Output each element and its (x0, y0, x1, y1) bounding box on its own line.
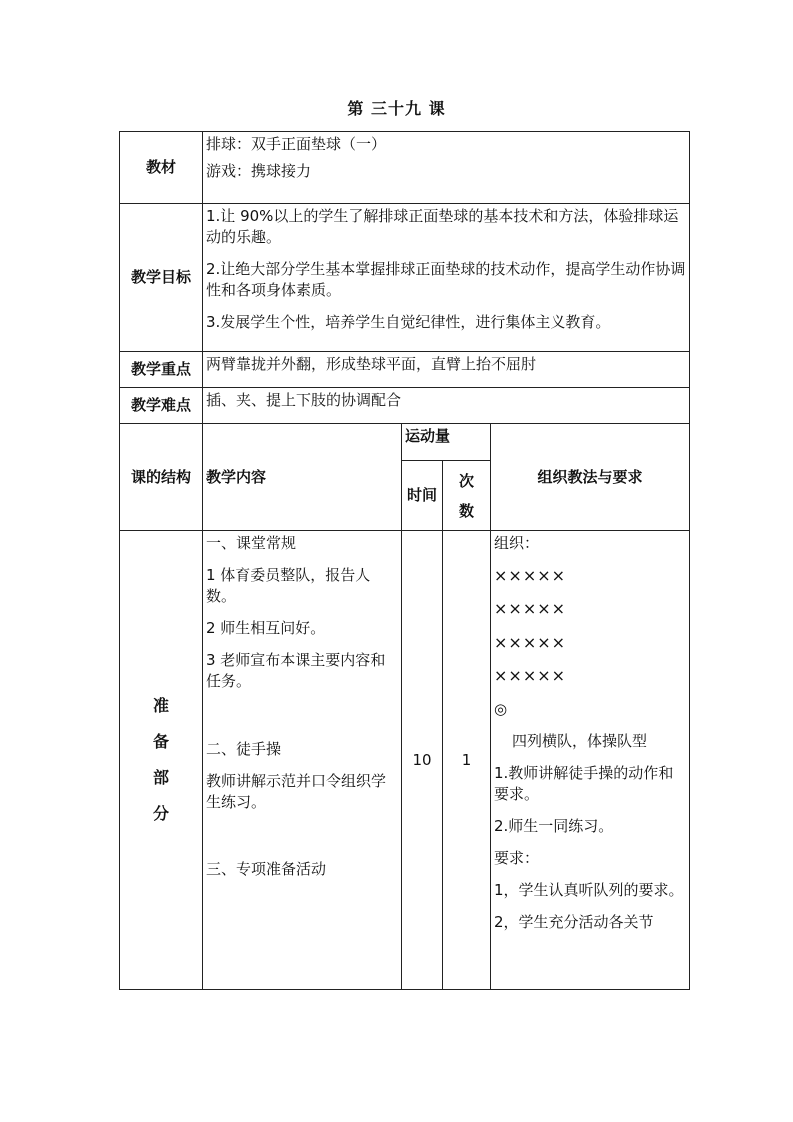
structure-header: 课的结构 (120, 424, 203, 531)
method-step: 2.师生一同练习。 (494, 816, 614, 835)
teacher-mark: ◎ (494, 699, 508, 718)
formation-row: ××××× (494, 666, 567, 686)
method-header: 组织教法与要求 (491, 424, 690, 531)
goal-item: 3.发展学生个性，培养学生自觉纪律性，进行集体主义教育。 (206, 313, 611, 331)
formation-row: ××××× (494, 566, 567, 585)
prep-label-char: 分 (152, 804, 169, 823)
content-line: 3 老师宣布本课主要内容和任务。 (206, 651, 386, 690)
key-point-row (120, 352, 690, 388)
difficulty-row (120, 388, 690, 424)
goals-row (120, 204, 690, 352)
prep-label-char: 部 (152, 768, 169, 787)
goals-content (203, 204, 690, 352)
prep-label (120, 531, 203, 990)
prep-time: 10 (402, 531, 443, 990)
load-header: 运动量 (402, 424, 491, 461)
header-row (120, 424, 690, 461)
material-content (203, 132, 690, 204)
content-header: 教学内容 (203, 424, 402, 531)
req-item: 2，学生充分活动各关节 (494, 912, 654, 931)
prep-method (491, 531, 690, 990)
page-title: 第 三十九 课 (347, 99, 446, 118)
material-row (120, 132, 690, 204)
prep-content (203, 531, 402, 990)
goal-item: 1.让 90%以上的学生了解排球正面垫球的基本技术和方法，体验排球运动的乐趣。 (206, 207, 679, 246)
difficulty-text: 插、夹、提上下肢的协调配合 (203, 388, 690, 424)
time-header: 时间 (402, 461, 443, 531)
material-line: 排球：双手正面垫球（一） (206, 135, 387, 153)
content-line: 2 师生相互问好。 (206, 619, 326, 637)
prep-label-char: 备 (152, 732, 169, 751)
org-label: 组织： (494, 534, 540, 552)
formation-row: ××××× (494, 632, 567, 652)
key-point-label: 教学重点 (120, 352, 203, 388)
formation-text: 四列横队，体操队型 (512, 731, 648, 750)
prep-count: 1 (443, 531, 491, 990)
prep-label-char: 准 (152, 696, 169, 715)
material-label: 教材 (120, 132, 203, 204)
material-line: 游戏：携球接力 (206, 162, 312, 180)
content-line: 教师讲解示范并口令组织学生练习。 (206, 772, 387, 811)
count-header: 次数 (443, 461, 491, 531)
method-step: 1.教师讲解徒手操的动作和要求。 (494, 763, 674, 803)
req-label: 要求： (494, 848, 540, 867)
key-point-text: 两臂靠拢并外翻，形成垫球平面，直臂上抬不屈肘 (203, 352, 690, 388)
goals-label: 教学目标 (120, 204, 203, 352)
goal-item: 2.让绝大部分学生基本掌握排球正面垫球的技术动作，提高学生动作协调性和各项身体素质。 (206, 260, 686, 299)
lesson-plan-table (119, 131, 690, 990)
prep-row (120, 531, 690, 990)
formation-row: ××××× (494, 599, 567, 619)
content-line: 二、徒手操 (206, 740, 282, 758)
difficulty-label: 教学难点 (120, 388, 203, 424)
content-line: 一、课堂常规 (206, 534, 297, 552)
content-line: 三、专项准备活动 (206, 860, 327, 878)
content-line: 1 体育委员整队，报告人数。 (206, 566, 371, 605)
req-item: 1，学生认真听队列的要求。 (494, 880, 684, 899)
